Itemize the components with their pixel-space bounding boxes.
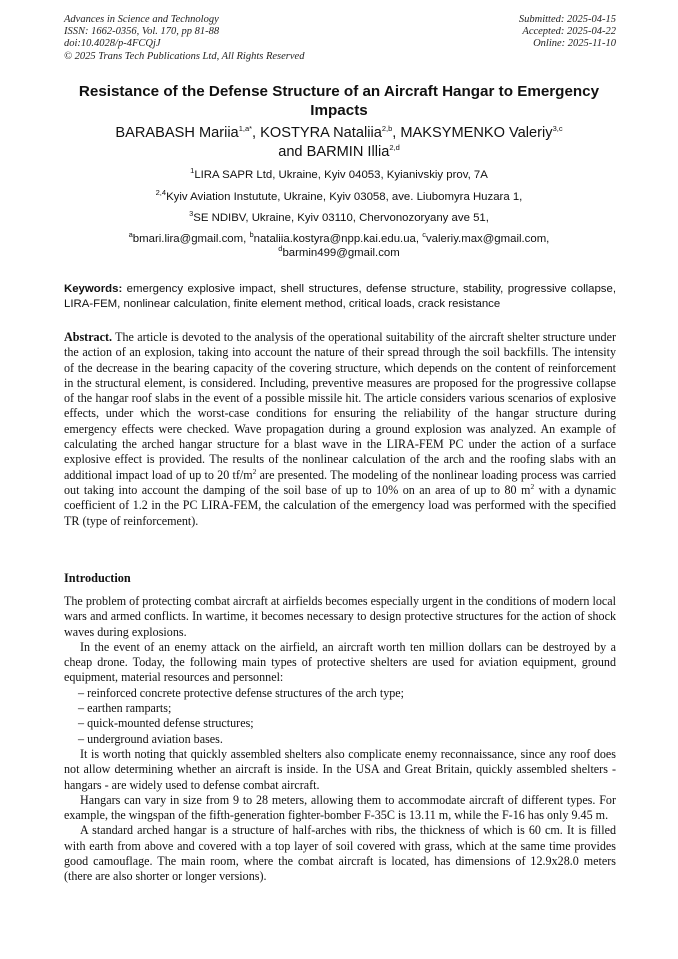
paragraph: In the event of an enemy attack on the airfield, an aircraft worth ten million dollars can be destroyed by a cheap drone. Today, the following main types of protective shelters are used for aviation equipment, ground equipment, material resources and personnel: [64, 639, 616, 685]
email-link[interactable]: nataliia.kostyra@npp.kai.edu.ua, [253, 233, 423, 245]
copyright: © 2025 Trans Tech Publications Ltd, All Rights Reserved [64, 50, 305, 62]
accepted-date: Accepted: 2025-04-22 [522, 26, 616, 38]
affiliation-3: $^3$SE NDIBV, Ukraine, Kyiv 03110, Chervonozoryany ave 51, [189, 209, 489, 224]
section-heading-introduction: Introduction [64, 571, 131, 585]
submitted-date: Submitted: 2025-04-15 [518, 14, 616, 25]
paper-title: Resistance of the Defense Structure of an Aircraft Hangar to Emergency Impacts [78, 83, 600, 119]
doi: doi:10.4028/p-4FCQjJ [64, 38, 161, 50]
affiliation-2: $^{2,4}$Kyiv Aviation Instutute, Ukraine, Kyiv 03058, ave. Liubomyra Huzara 1, [155, 188, 523, 203]
author-name: BARMIN Illia [306, 144, 390, 160]
email-link[interactable]: barmin499@gmail.com [282, 247, 400, 259]
journal-header [64, 14, 304, 63]
author-sup: 2,b [381, 124, 393, 134]
issn: ISSN: 1662-0356, Vol. 170, pp 81-88 [64, 26, 220, 38]
journal-name: Advances in Science and Technology [64, 14, 219, 25]
online-date: Online: 2025-11-10 [533, 38, 616, 50]
author-sup: 3,c [552, 124, 563, 134]
author-emails: $^a$bmari.lira@gmail.com, $^b$nataliia.kostyra@npp.kai.edu.ua, $^c$valeriy.max@gmail.com, $^d$barmin499@gmail.com [128, 230, 550, 259]
keywords [64, 282, 616, 311]
author-name: KOSTYRA Nataliia [260, 125, 382, 141]
abstract: Abstract. The article is devoted to the analysis of the operational suitability of the aircraft shelter structure under the action of an explosion, taking into account the nature of their spread through the soil backfills. The intensity of the decrease in the bearing capacity of the covering structure, which depends on the content of reinforcement in the structural element, is considered. Including, preventive measures are proposed for the progressive collapse of the hangar roof slabs in the event of a possible missile hit. The article considers various scenarios of explosive effects, under which the worst-case conditions for ensuring the reliability of the hangar structure during emergency effects were checked. Wave propagation during a ground explosion was analyzed. An example of calculating the arched hangar structure for a blast wave in the LIRA-FEM PC under the action of a surface explosive effect is provided. The results of the nonlinear calculation of the arch and the roofing slabs with an additional impact load of up to 20 $tf/m^2$ are presented. The modeling of the nonlinear loading process was carried out taking into account the damping of the soil base of up to 10% on an area of up to 80 $m^2$ with a dynamic coefficient of 1.2 in the PC LIRA-FEM, the calculation of the emergency load was performed with the specified TR (type of reinforcement). [64, 330, 616, 528]
keywords-label: Keywords: [64, 283, 123, 295]
author-sup: 2,d [389, 143, 400, 153]
list-item: – underground aviation bases. [78, 731, 223, 746]
dates-header [519, 14, 616, 51]
paragraph: The problem of protecting combat aircraft at airfields becomes especially urgent in the conditions of modern local wars and armed conflicts. In wartime, it becomes necessary to design protective structures for the action of shock waves during explosions. [64, 594, 616, 639]
paragraph: Hangars can vary in size from 9 to 28 meters, allowing them to accommodate aircraft of different types. For example, the wingspan of the fifth-generation fighter-bomber F-35C is 13.11 m, while the F-16 has only 9.45 m. [64, 792, 616, 823]
affiliation-1: $^1$LIRA SAPR Ltd, Ukraine, Kyiv 04053, Kyianivskiy prov, 7A [190, 166, 488, 181]
email-link[interactable]: bmari.lira@gmail.com, [132, 233, 250, 245]
author-name: BARABASH Mariia [115, 125, 239, 141]
abstract-label: Abstract. [64, 330, 113, 344]
introduction-body [64, 594, 616, 885]
author-and: and [278, 144, 303, 160]
author-list: BARABASH Mariia$^{1,a*}$, KOSTYRA Nataliia$^{2,b}$, MAKSYMENKO Valeriy$^{3,c}$ and BARMIN Illia$^{2,d}$ [115, 124, 563, 160]
paragraph: It is worth noting that quickly assembled shelters also complicate enemy reconnaissance, since any roof does not allow determining whether an aircraft is inside. In the USA and Great Britain, quickly assembled shelters - hangars - are widely used to defense combat aircraft. [64, 746, 616, 792]
list-item: – reinforced concrete protective defense structures of the arch type; [78, 685, 405, 700]
keywords-text: emergency explosive impact, shell structures, defense structure, stability, progressive collapse, LIRA-FEM, nonlinear calculation, finite element method, critical loads, crack resistance [64, 283, 616, 310]
author-sup: 1,a* [238, 124, 253, 134]
list-item: – earthen ramparts; [78, 701, 172, 716]
list-item: – quick-mounted defense structures; [78, 716, 254, 731]
author-name: MAKSYMENKO Valeriy [400, 125, 553, 141]
paragraph: A standard arched hangar is a structure of half-arches with ribs, the thickness of which is 60 cm. It is filled with earth from above and covered with a top layer of soil covered with grass, which at the same time provides good camouflage. The main room, where the combat aircraft is located, has dimensions of 12.9x28.0 meters (there are also shorter or longer versions). [64, 823, 616, 884]
email-link[interactable]: valeriy.max@gmail.com, [425, 233, 550, 245]
